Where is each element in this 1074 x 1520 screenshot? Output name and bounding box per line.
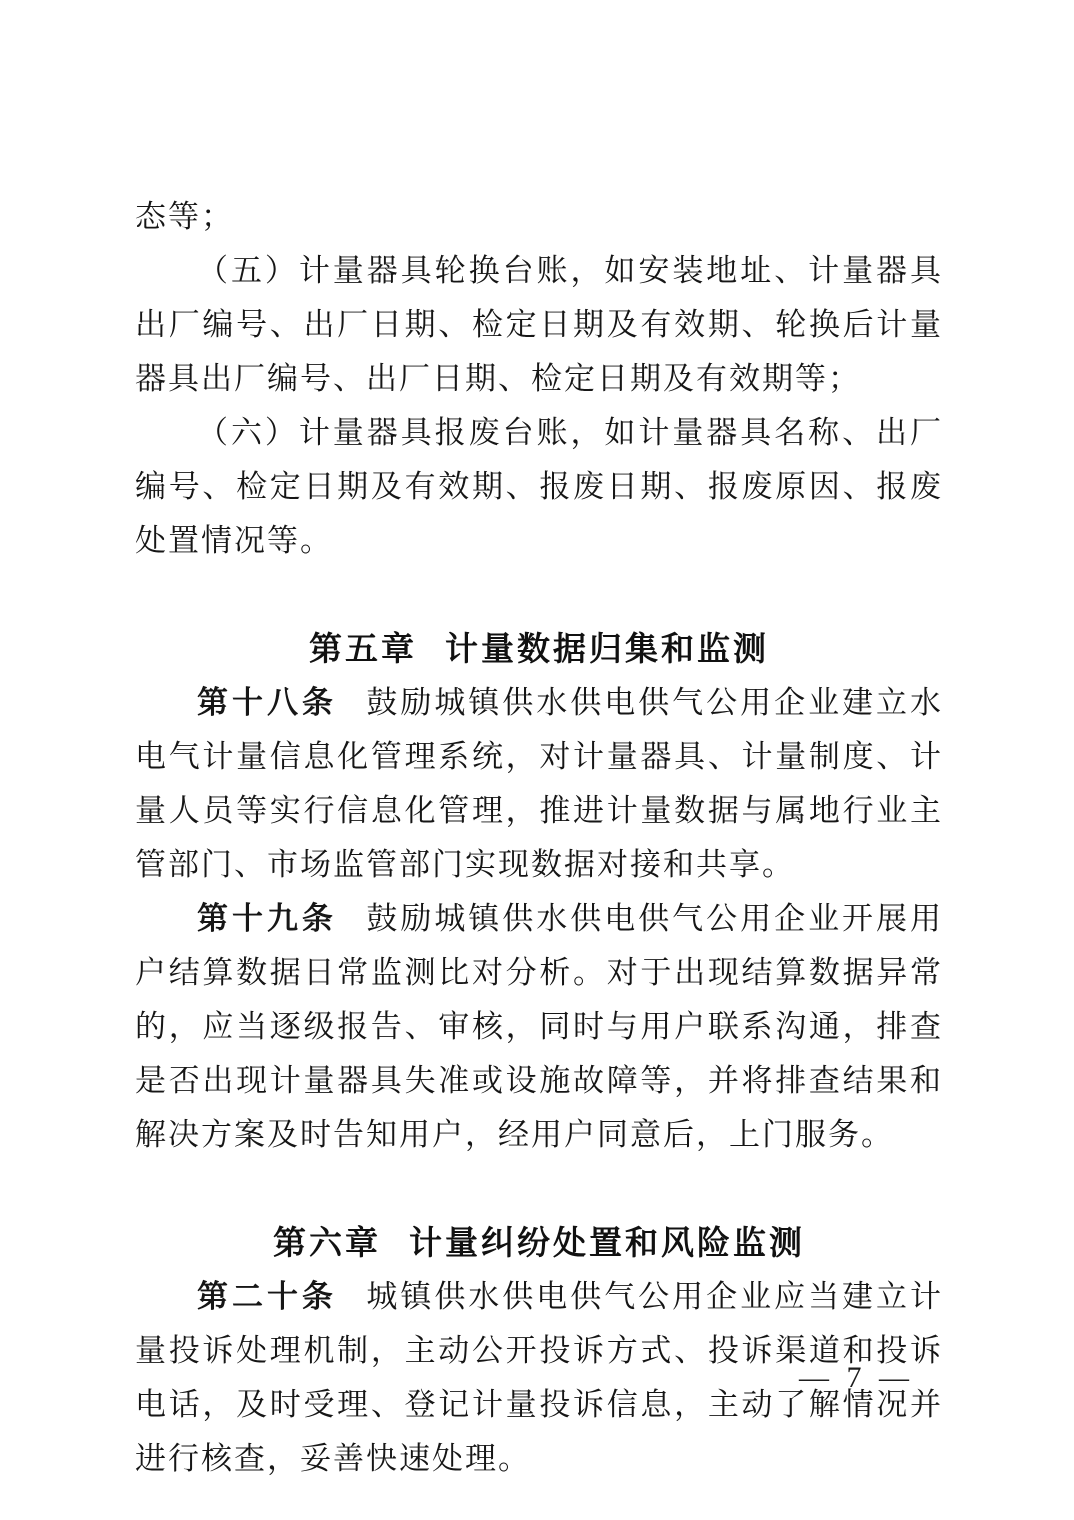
paragraph: （五）计量器具轮换台账，如安装地址、计量器具出厂编号、出厂日期、检定日期及有效期、轮换后计量器具出厂编号、出厂日期、检定日期及有效期等；	[135, 253, 943, 396]
chapter-number: 第六章	[272, 1224, 381, 1261]
chapter-heading	[135, 1216, 943, 1270]
article-text: 鼓励城镇供水供电供气公用企业开展用户结算数据日常监测比对分析。对于出现结算数据异常的，应当逐级报告、审核，同时与用户联系沟通，排查是否出现计量器具失准或设施故障等，并将排查结果和解决方案及时告知用户，经用户同意后，上门服务。	[135, 901, 944, 1152]
article-paragraph	[135, 676, 943, 892]
page-number: — 7 —	[799, 1361, 914, 1394]
chapter-title: 计量纠纷处置和风险监测	[409, 1224, 806, 1261]
document-content	[135, 190, 943, 1486]
chapter-title: 计量数据归集和监测	[445, 630, 770, 667]
article-number-label: 第二十条	[197, 1279, 337, 1314]
paragraph-continuation: 态等；	[135, 199, 234, 234]
article-number-label: 第十九条	[197, 901, 337, 936]
article-text: 城镇供水供电供气公用企业应当建立计量投诉处理机制，主动公开投诉方式、投诉渠道和投诉电话，及时受理、登记计量投诉信息，主动了解情况并进行核查，妥善快速处理。	[135, 1279, 944, 1476]
paragraph: （六）计量器具报废台账，如计量器具名称、出厂编号、检定日期及有效期、报废日期、报废原因、报废处置情况等。	[135, 415, 943, 558]
chapter-number: 第五章	[308, 630, 417, 667]
article-text: 鼓励城镇供水供电供气公用企业建立水电气计量信息化管理系统，对计量器具、计量制度、计量人员等实行信息化管理，推进计量数据与属地行业主管部门、市场监管部门实现数据对接和共享。	[135, 685, 944, 882]
article-paragraph	[135, 892, 943, 1162]
article-number-label: 第十八条	[197, 685, 337, 720]
chapter-heading	[135, 622, 943, 676]
